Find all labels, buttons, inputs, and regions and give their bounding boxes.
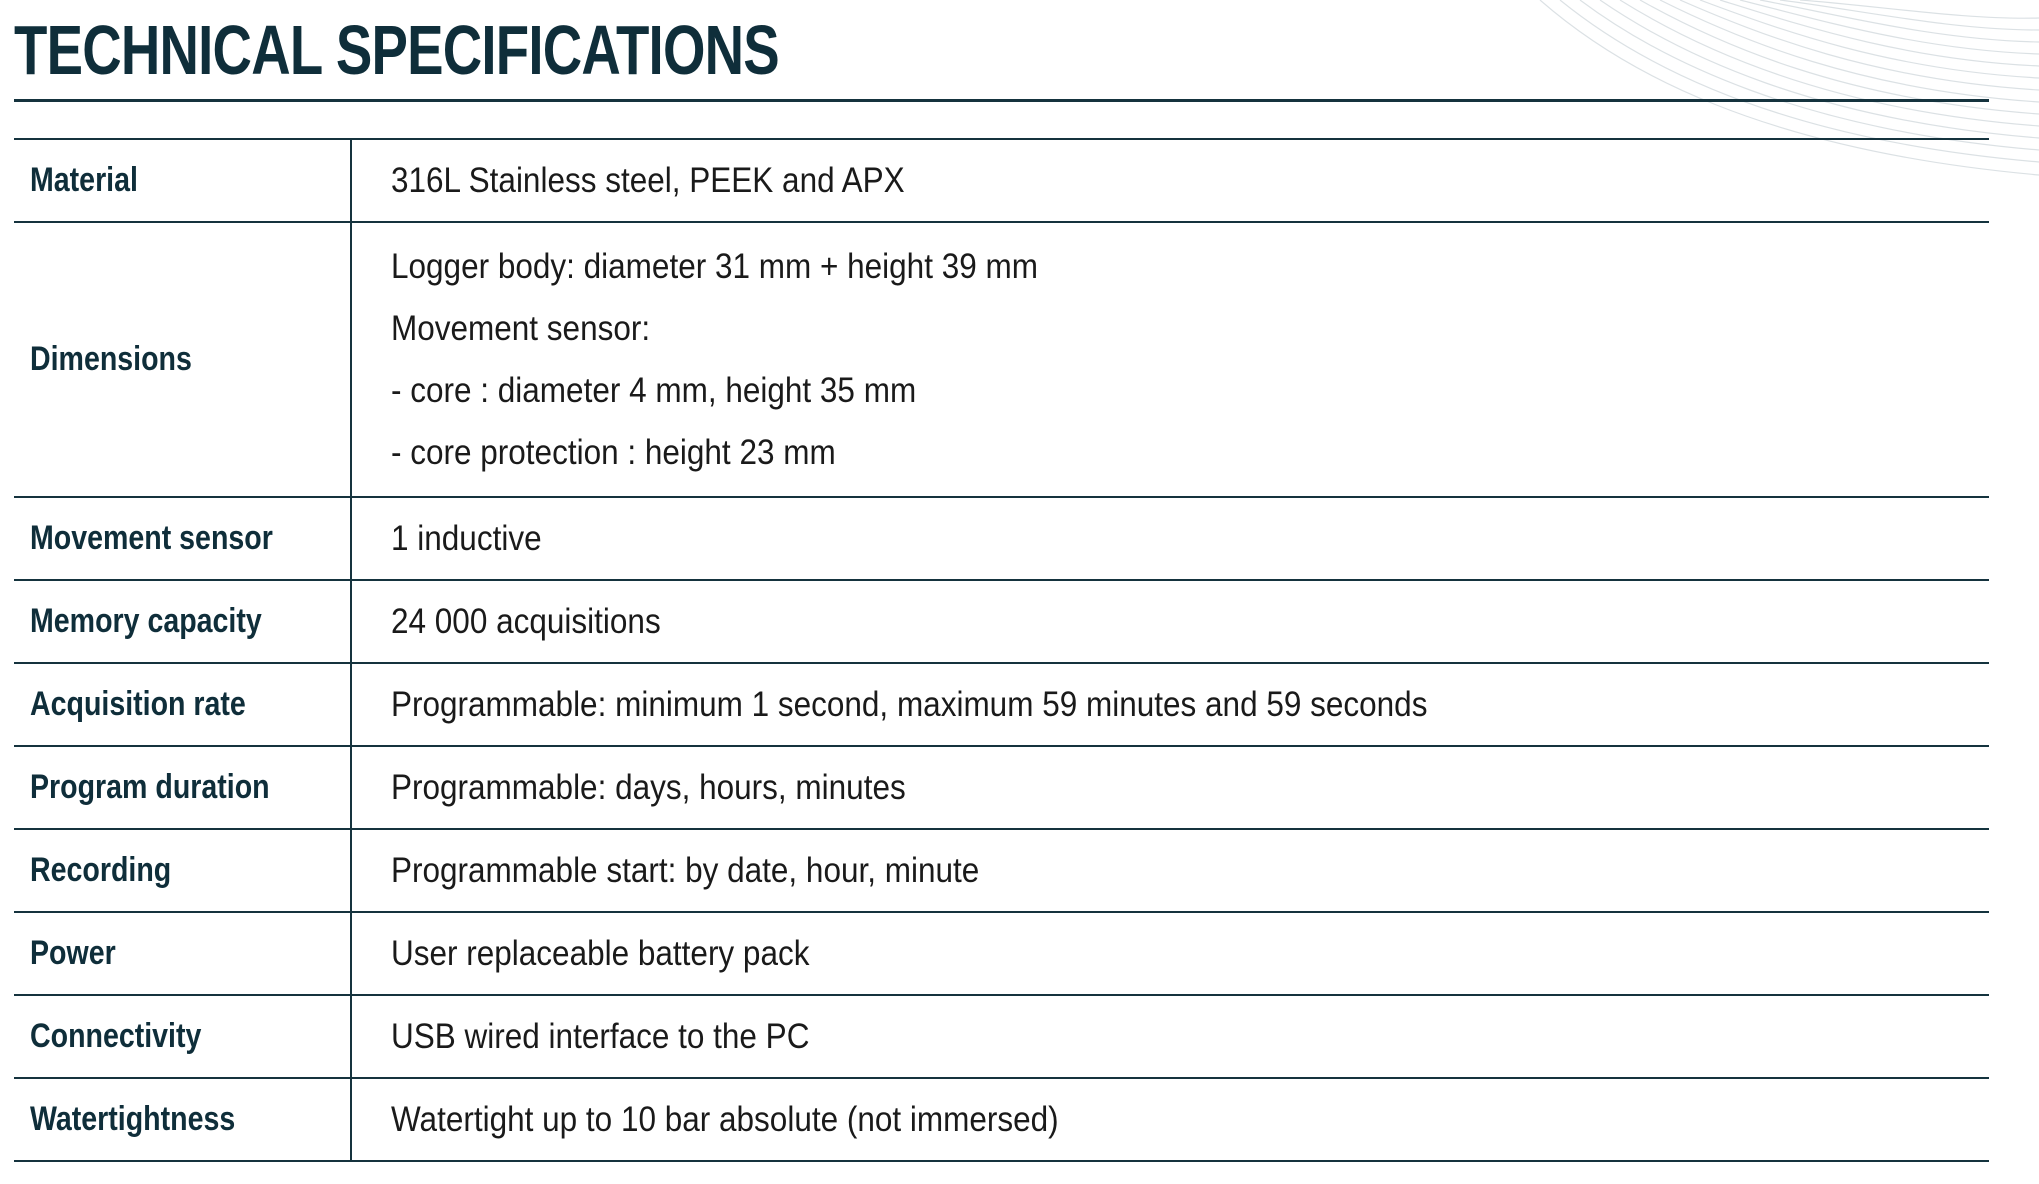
spec-label: Program duration: [14, 746, 351, 829]
dimension-line: Logger body: diameter 31 mm + height 39 mm: [391, 246, 1038, 286]
specifications-table: [14, 138, 1989, 1162]
spec-value: Programmable: minimum 1 second, maximum 59 minutes and 59 seconds: [391, 684, 1428, 724]
title-divider: [14, 99, 1989, 102]
spec-row-program-duration: [14, 746, 1989, 829]
spec-label: Recording: [14, 829, 351, 912]
spec-row-recording: [14, 829, 1989, 912]
spec-label: Movement sensor: [14, 497, 351, 580]
spec-value: Programmable start: by date, hour, minute: [391, 850, 980, 890]
spec-row-connectivity: [14, 995, 1989, 1078]
spec-label: Connectivity: [14, 995, 351, 1078]
spec-label: Material: [14, 139, 351, 222]
spec-row-material: [14, 139, 1989, 222]
spec-row-movement-sensor: [14, 497, 1989, 580]
spec-row-memory-capacity: [14, 580, 1989, 663]
spec-value: [351, 222, 1989, 497]
spec-value: User replaceable battery pack: [391, 933, 810, 973]
dimension-line: - core protection : height 23 mm: [391, 432, 836, 472]
spec-value: Watertight up to 10 bar absolute (not immersed): [391, 1099, 1059, 1139]
spec-value: 1 inductive: [391, 518, 542, 558]
spec-row-power: [14, 912, 1989, 995]
spec-label: Memory capacity: [14, 580, 351, 663]
spec-label: Power: [14, 912, 351, 995]
spec-label: Watertightness: [14, 1078, 351, 1161]
dimension-line: Movement sensor:: [391, 308, 651, 348]
spec-label: Dimensions: [14, 222, 351, 497]
spec-label: Acquisition rate: [14, 663, 351, 746]
page-title: TECHNICAL SPECIFICATIONS: [14, 11, 779, 89]
spec-value: USB wired interface to the PC: [391, 1016, 810, 1056]
spec-value: 316L Stainless steel, PEEK and APX: [391, 160, 905, 200]
spec-row-acquisition-rate: [14, 663, 1989, 746]
spec-row-watertightness: [14, 1078, 1989, 1161]
dimension-line: - core : diameter 4 mm, height 35 mm: [391, 370, 917, 410]
spec-row-dimensions: [14, 222, 1989, 497]
spec-value: Programmable: days, hours, minutes: [391, 767, 906, 807]
spec-value: 24 000 acquisitions: [391, 601, 661, 641]
